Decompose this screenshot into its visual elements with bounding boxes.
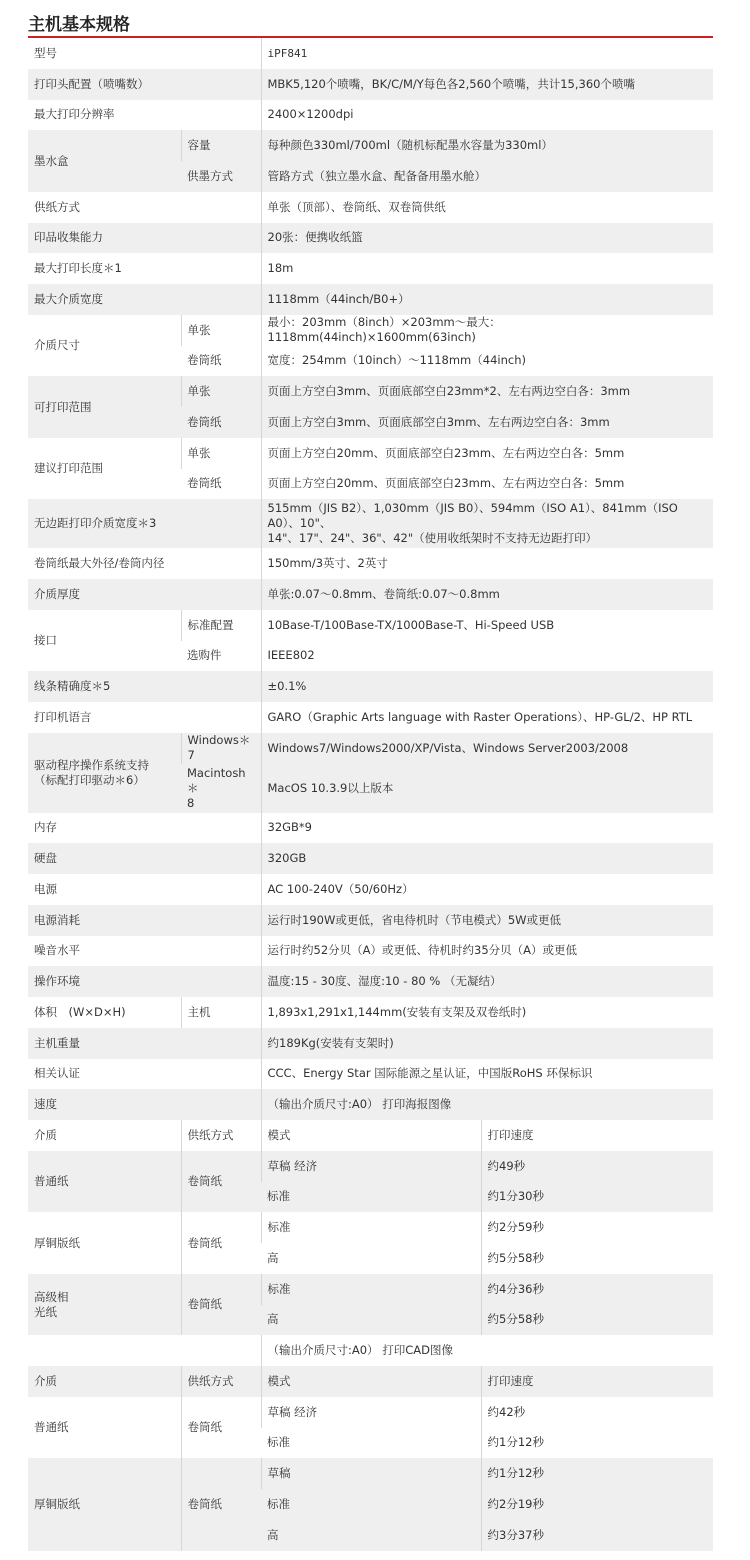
row-label: 可打印范围 — [28, 376, 181, 438]
speed-header-feed: 供纸方式 — [181, 1366, 261, 1397]
row-sublabel: 主机 — [181, 997, 261, 1028]
row-value: 运行时约52分贝（A）或更低、待机时约35分贝（A）或更低 — [261, 936, 713, 967]
row-sublabel: 标准配置 — [181, 610, 261, 641]
row-value: 运行时190W或更低，省电待机时（节电模式）5W或更低 — [261, 905, 713, 936]
row-value: 宽度：254mm（10inch）～1118mm（44inch) — [261, 346, 713, 377]
row-value: 2400×1200dpi — [261, 100, 713, 131]
speed-value: 约2分59秒 — [481, 1212, 713, 1243]
row-label: 打印机语言 — [28, 702, 261, 733]
row-value: 10Base-T/100Base-TX/1000Base-T、Hi-Speed USB — [261, 610, 713, 641]
row-value: ±0.1% — [261, 671, 713, 702]
row-value: 页面上方空白3mm、页面底部空白23mm*2、左右两边空白各：3mm — [261, 376, 713, 407]
speed-value: 约2分19秒 — [481, 1489, 713, 1520]
speed-value: 约42秒 — [481, 1397, 713, 1428]
row-label — [28, 733, 181, 813]
speed-row — [28, 1397, 713, 1428]
speed-header-feed: 供纸方式 — [181, 1120, 261, 1151]
row-label: 最大打印长度＊1 — [28, 253, 261, 284]
speed-mode: 标准 — [261, 1182, 481, 1213]
speed-media: 普通纸 — [28, 1151, 181, 1213]
row-value-line: 14"、17"、24"、36"、42"（使用收纸架时不支持无边距打印） — [267, 531, 598, 546]
row-label: 无边距打印介质宽度＊3 — [28, 499, 261, 548]
row-sublabel: 供墨方式 — [181, 161, 261, 192]
row-value: 单张（顶部）、卷筒纸、双卷筒供纸 — [261, 192, 713, 223]
speed-feed: 卷筒纸 — [181, 1397, 261, 1459]
spec-row-memory — [28, 813, 713, 844]
spec-row-power — [28, 874, 713, 905]
spec-row-disk — [28, 843, 713, 874]
row-label: 电源消耗 — [28, 905, 261, 936]
row-value: AC 100-240V（50/60Hz） — [261, 874, 713, 905]
speed-mode: 标准 — [261, 1274, 481, 1305]
row-sublabel: Windows＊7 — [181, 733, 261, 764]
row-label: 供纸方式 — [28, 192, 261, 223]
row-label: 介质尺寸 — [28, 315, 181, 377]
speed-cad-caption-row — [28, 1335, 713, 1366]
row-label: 电源 — [28, 874, 261, 905]
row-label: 内存 — [28, 813, 261, 844]
row-value: 20张：便携收纸篮 — [261, 223, 713, 254]
speed-mode: 高 — [261, 1305, 481, 1336]
row-value: Windows7/Windows2000/XP/Vista、Windows Server2003/2008 — [261, 733, 713, 764]
spec-row-ink — [28, 130, 713, 161]
row-sublabel: 单张 — [181, 376, 261, 407]
speed-media-line: 光纸 — [34, 1304, 57, 1319]
spec-row-line-accuracy — [28, 671, 713, 702]
row-value — [261, 499, 713, 548]
speed-cad-caption: （输出介质尺寸:A0） 打印CAD图像 — [261, 1335, 713, 1366]
row-value: 150mm/3英寸、2英寸 — [261, 548, 713, 579]
spec-row-weight — [28, 1028, 713, 1059]
speed-mode: 草稿 — [261, 1458, 481, 1489]
spec-row-speed — [28, 1089, 713, 1120]
spec-row-borderless — [28, 499, 713, 548]
row-value: 页面上方空白3mm、页面底部空白3mm、左右两边空白各：3mm — [261, 407, 713, 438]
row-label: 型号 — [28, 38, 261, 69]
speed-value: 约3分37秒 — [481, 1520, 713, 1551]
row-label: 介质厚度 — [28, 579, 261, 610]
speed-value: 约5分58秒 — [481, 1243, 713, 1274]
spec-row-noise — [28, 936, 713, 967]
row-value: 页面上方空白20mm、页面底部空白23mm、左右两边空白各：5mm — [261, 469, 713, 500]
speed-mode: 标准 — [261, 1489, 481, 1520]
row-label: 线条精确度＊5 — [28, 671, 261, 702]
speed-header-media: 介质 — [28, 1120, 181, 1151]
spec-row-media-size — [28, 315, 713, 346]
page-title: 主机基本规格 — [28, 15, 130, 35]
spec-row-collect — [28, 223, 713, 254]
row-value: 约189Kg(安装有支架时) — [261, 1028, 713, 1059]
speed-mode: 高 — [261, 1243, 481, 1274]
row-value: MacOS 10.3.9以上版本 — [261, 764, 713, 813]
row-label: 卷筒纸最大外径/卷筒内径 — [28, 548, 261, 579]
speed-header-mode: 模式 — [261, 1366, 481, 1397]
row-value: 每种颜色330ml/700ml（随机标配墨水容量为330ml） — [261, 130, 713, 161]
row-value-line: 515mm（JIS B2）、1,030mm（JIS B0）、594mm（ISO A1）、841mm（ISO A0）、10"、 — [267, 501, 678, 531]
row-label: 硬盘 — [28, 843, 261, 874]
row-sublabel: 容量 — [181, 130, 261, 161]
row-sublabel: 单张 — [181, 438, 261, 469]
speed-row — [28, 1274, 713, 1305]
speed-mode: 草稿 经济 — [261, 1397, 481, 1428]
speed-media-line: 高级相 — [34, 1289, 69, 1304]
speed-header-speed: 打印速度 — [481, 1120, 713, 1151]
row-sublabel-line: 8 — [187, 795, 195, 810]
speed-row — [28, 1212, 713, 1243]
row-value: 页面上方空白20mm、页面底部空白23mm、左右两边空白各：5mm — [261, 438, 713, 469]
spec-row-thickness — [28, 579, 713, 610]
row-sublabel: 卷筒纸 — [181, 469, 261, 500]
row-label: 印品收集能力 — [28, 223, 261, 254]
spec-row-model — [28, 38, 713, 69]
speed-header-mode: 模式 — [261, 1120, 481, 1151]
row-label: 墨水盒 — [28, 130, 181, 192]
row-value: 最小：203mm（8inch）×203mm～最大：1118mm(44inch)×1600mm(63inch) — [261, 315, 713, 346]
speed-feed: 卷筒纸 — [181, 1458, 261, 1550]
row-label: 最大介质宽度 — [28, 284, 261, 315]
row-value: 1,893x1,291x1,144mm(安装有支架及双卷纸时) — [261, 997, 713, 1028]
speed-media: 厚铜版纸 — [28, 1212, 181, 1274]
row-value: 1118mm（44inch/B0+） — [261, 284, 713, 315]
row-label: 体积 (W×D×H) — [28, 997, 181, 1028]
spec-row-interface — [28, 610, 713, 641]
speed-header-row — [28, 1120, 713, 1151]
speed-feed: 卷筒纸 — [181, 1274, 261, 1336]
row-value: 单张:0.07～0.8mm、卷筒纸:0.07～0.8mm — [261, 579, 713, 610]
spec-row-roll-diameter — [28, 548, 713, 579]
speed-header-row — [28, 1366, 713, 1397]
row-label: 接口 — [28, 610, 181, 672]
spec-row-driver — [28, 733, 713, 764]
speed-feed: 卷筒纸 — [181, 1212, 261, 1274]
row-label: 打印头配置（喷嘴数） — [28, 69, 261, 100]
speed-mode: 标准 — [261, 1428, 481, 1459]
spec-row-volume — [28, 997, 713, 1028]
row-sublabel: 选购件 — [181, 641, 261, 672]
row-sublabel: 单张 — [181, 315, 261, 346]
row-value: IEEE802 — [261, 641, 713, 672]
speed-row — [28, 1151, 713, 1182]
spec-row-environment — [28, 966, 713, 997]
row-value: iPF841 — [261, 38, 713, 69]
row-sublabel: 卷筒纸 — [181, 407, 261, 438]
spec-table — [28, 38, 713, 1551]
row-value: 32GB*9 — [261, 813, 713, 844]
speed-value: 约1分12秒 — [481, 1458, 713, 1489]
row-value: GARO（Graphic Arts language with Raster Operations）、HP-GL/2、HP RTL — [261, 702, 713, 733]
row-value: （输出介质尺寸:A0） 打印海报图像 — [261, 1089, 713, 1120]
speed-header-speed: 打印速度 — [481, 1366, 713, 1397]
speed-media: 厚铜版纸 — [28, 1458, 181, 1550]
spec-row-max-width — [28, 284, 713, 315]
row-label: 最大打印分辨率 — [28, 100, 261, 131]
speed-feed: 卷筒纸 — [181, 1151, 261, 1213]
speed-value: 约49秒 — [481, 1151, 713, 1182]
spec-row-certification — [28, 1059, 713, 1090]
row-value: 管路方式（独立墨水盒、配备备用墨水舱） — [261, 161, 713, 192]
row-value: MBK5,120个喷嘴，BK/C/M/Y每色各2,560个喷嘴，共计15,360个喷嘴 — [261, 69, 713, 100]
speed-mode: 草稿 经济 — [261, 1151, 481, 1182]
spec-row-language — [28, 702, 713, 733]
spec-row-printhead — [28, 69, 713, 100]
speed-row — [28, 1458, 713, 1489]
speed-mode: 高 — [261, 1520, 481, 1551]
row-label: 操作环境 — [28, 966, 261, 997]
spec-row-feed — [28, 192, 713, 223]
row-sublabel-line: Macintosh＊ — [187, 765, 246, 795]
speed-value: 约1分30秒 — [481, 1182, 713, 1213]
row-value: 320GB — [261, 843, 713, 874]
speed-value: 约4分36秒 — [481, 1274, 713, 1305]
speed-media: 普通纸 — [28, 1397, 181, 1459]
speed-value: 约1分12秒 — [481, 1428, 713, 1459]
row-label-line: 驱动程序操作系统支持 — [34, 757, 149, 772]
row-sublabel — [181, 764, 261, 813]
row-label: 建议打印范围 — [28, 438, 181, 500]
speed-value: 约5分58秒 — [481, 1305, 713, 1336]
row-label: 主机重量 — [28, 1028, 261, 1059]
spec-row-printable — [28, 376, 713, 407]
row-label-line: （标配打印驱动＊6） — [34, 772, 145, 787]
spec-row-max-length — [28, 253, 713, 284]
spec-row-consumption — [28, 905, 713, 936]
spec-row-resolution — [28, 100, 713, 131]
row-value: 温度:15 - 30度、湿度:10 - 80 % （无凝结） — [261, 966, 713, 997]
row-sublabel: 卷筒纸 — [181, 346, 261, 377]
row-label: 噪音水平 — [28, 936, 261, 967]
speed-cad-caption-empty — [28, 1335, 261, 1366]
spec-row-recommended — [28, 438, 713, 469]
row-value: CCC、Energy Star 国际能源之星认证，中国版RoHS 环保标识 — [261, 1059, 713, 1090]
speed-media — [28, 1274, 181, 1336]
speed-header-media: 介质 — [28, 1366, 181, 1397]
row-value: 18m — [261, 253, 713, 284]
speed-mode: 标准 — [261, 1212, 481, 1243]
row-label: 相关认证 — [28, 1059, 261, 1090]
row-label: 速度 — [28, 1089, 261, 1120]
